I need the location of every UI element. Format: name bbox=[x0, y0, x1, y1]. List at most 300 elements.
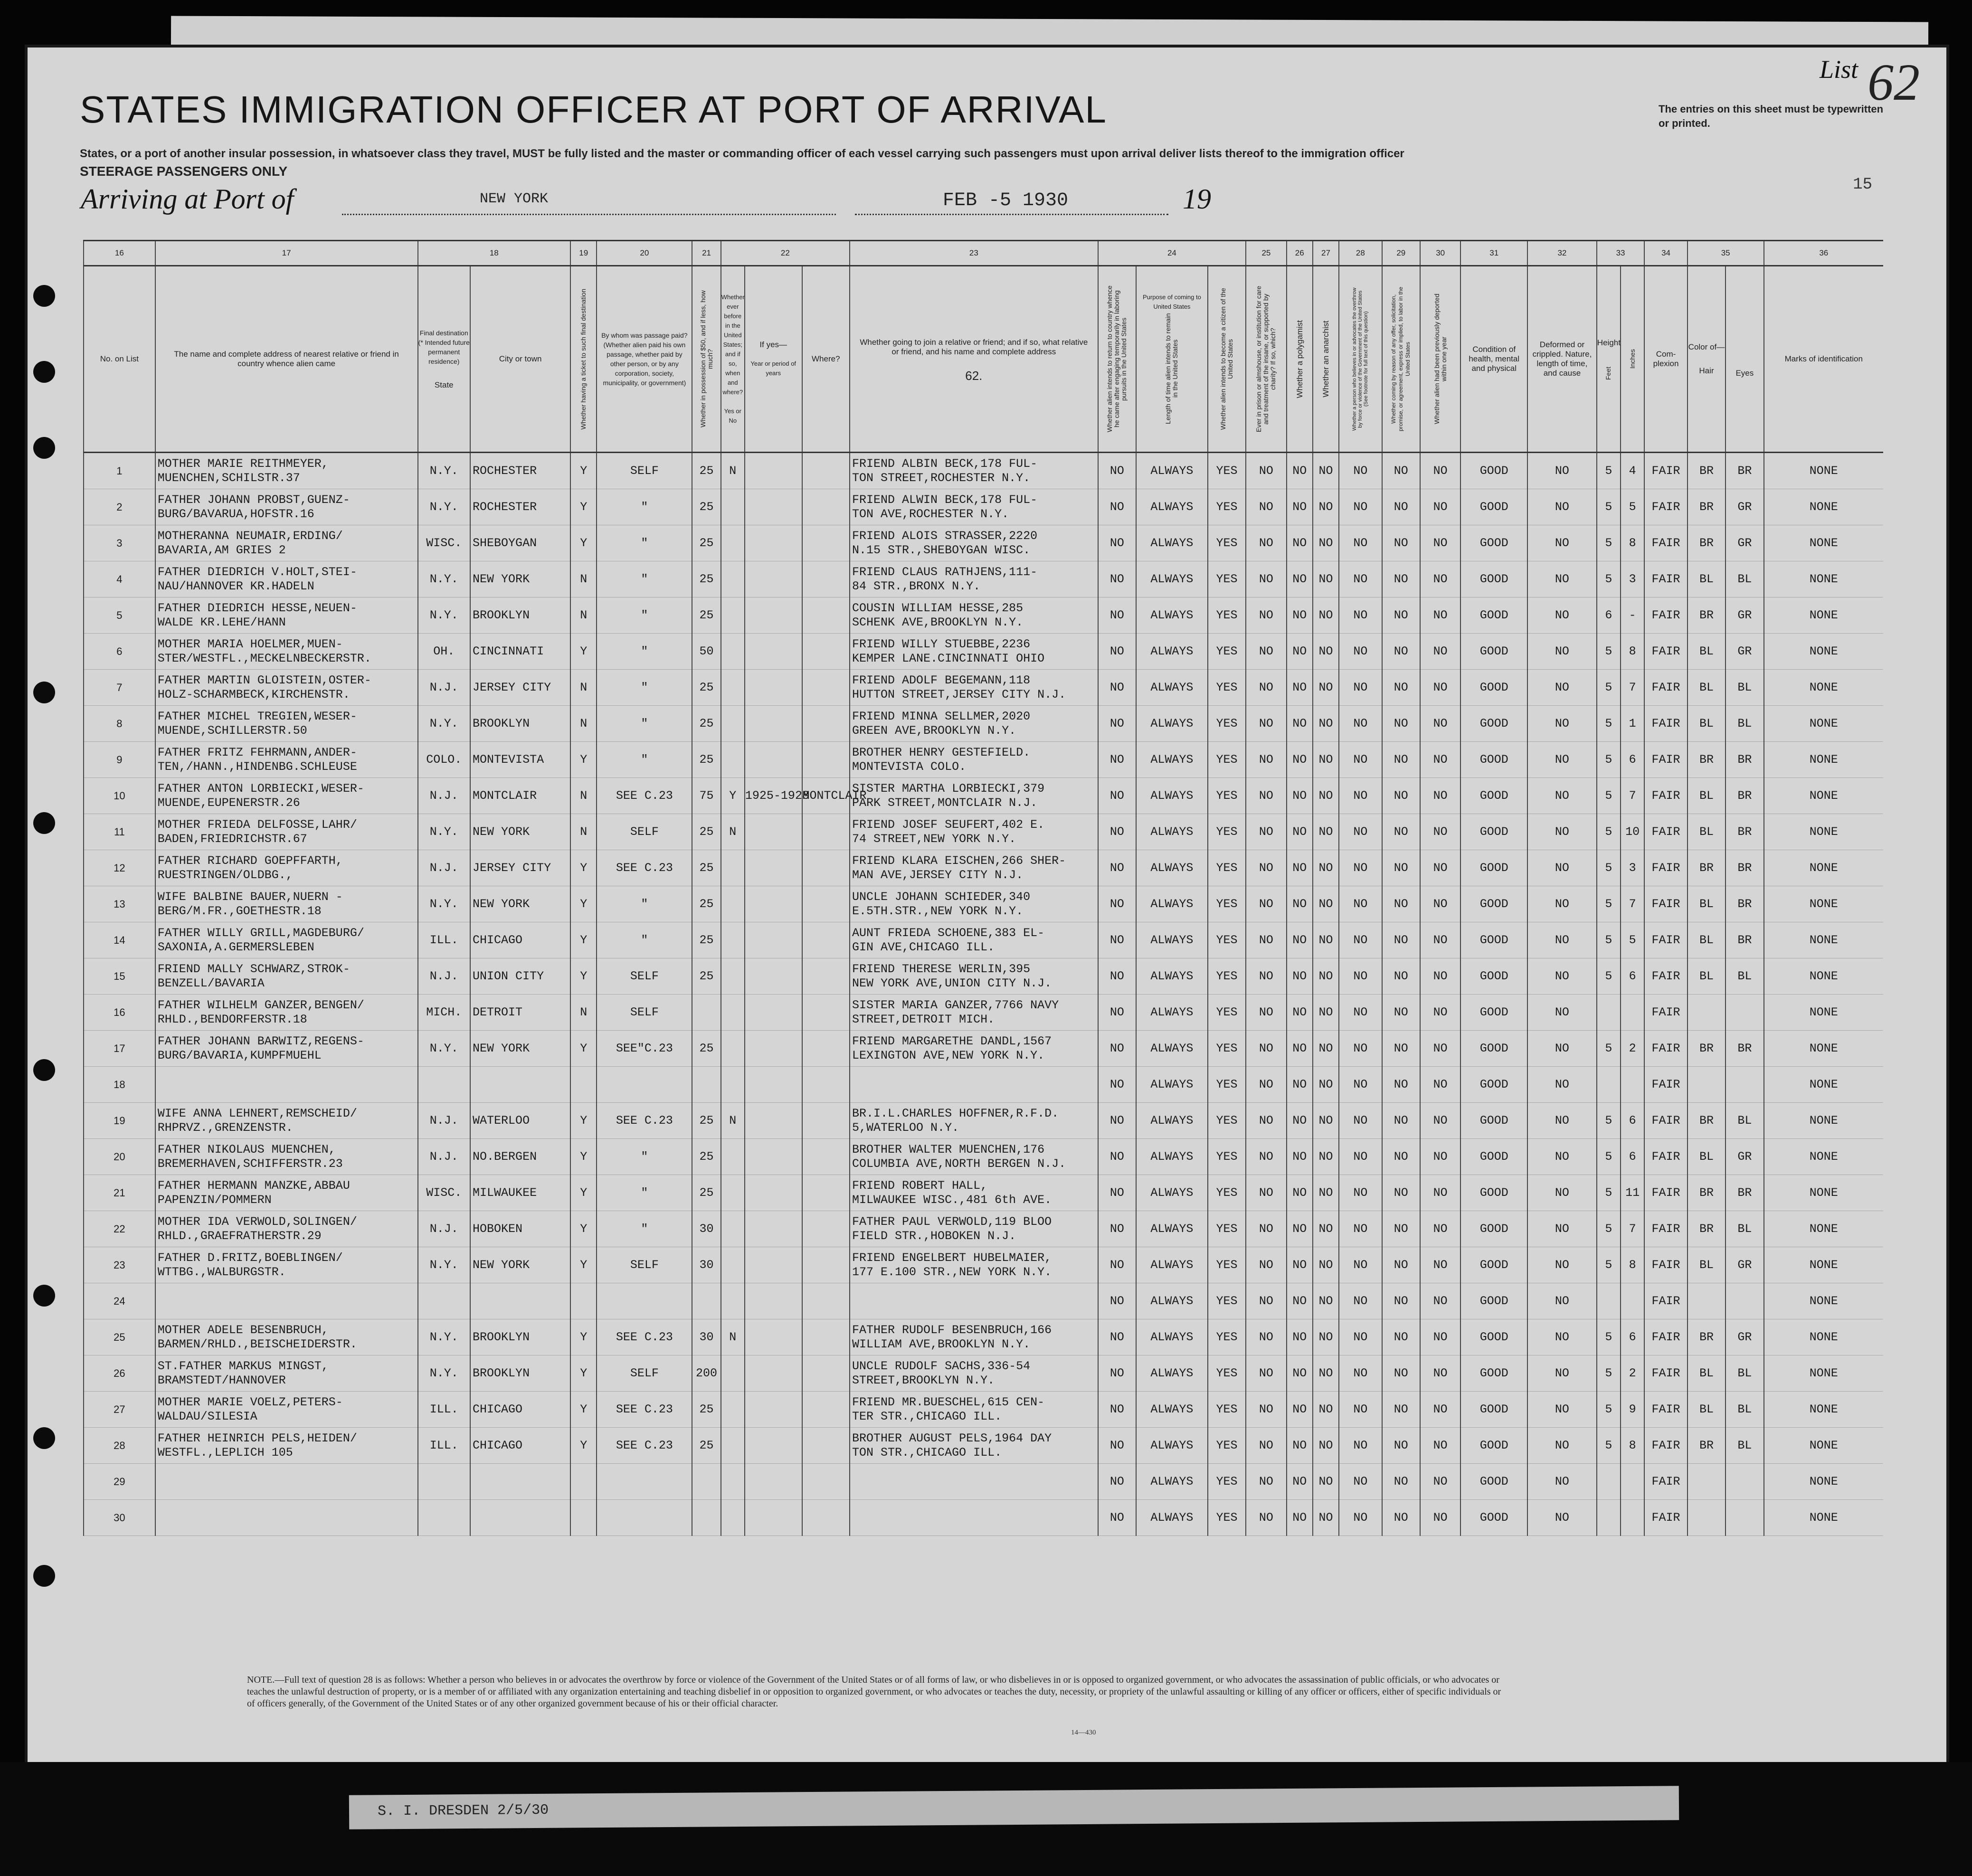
cell-state bbox=[418, 1500, 471, 1536]
cell-city: NEW YORK bbox=[470, 886, 570, 922]
cell-year bbox=[745, 634, 802, 670]
cell-paid bbox=[597, 1500, 692, 1536]
cell-cit: YES bbox=[1208, 597, 1246, 634]
cell-money: 25 bbox=[692, 561, 721, 597]
cell-c29: NO bbox=[1382, 742, 1420, 778]
cell-health: GOOD bbox=[1460, 850, 1527, 886]
cell-city: NO.BERGEN bbox=[470, 1139, 570, 1175]
cell-inch bbox=[1621, 1464, 1644, 1500]
cell-where bbox=[802, 922, 850, 958]
cell-where bbox=[802, 1500, 850, 1536]
cell-paid: SEE C.23 bbox=[597, 1428, 692, 1464]
cell-c25: NO bbox=[1246, 561, 1286, 597]
cell-feet: 5 bbox=[1597, 850, 1621, 886]
cell-paid: " bbox=[597, 742, 692, 778]
cell-no: 28 bbox=[84, 1428, 155, 1464]
cell-relative bbox=[155, 1464, 418, 1500]
cell-join: FRIEND KLARA EISCHEN,266 SHER- MAN AVE,JERSEY CITY N.J. bbox=[850, 850, 1098, 886]
cell-ticket: N bbox=[570, 778, 597, 814]
cell-hair: BL bbox=[1688, 706, 1726, 742]
cell-where bbox=[802, 525, 850, 561]
cell-health: GOOD bbox=[1460, 1031, 1527, 1067]
cell-c29: NO bbox=[1382, 1211, 1420, 1247]
form-number: 14—430 bbox=[1071, 1729, 1096, 1736]
cell-cit: YES bbox=[1208, 1067, 1246, 1103]
cell-c30: NO bbox=[1420, 597, 1460, 634]
cell-inch: 8 bbox=[1621, 634, 1644, 670]
cell-def: NO bbox=[1527, 922, 1597, 958]
cell-before bbox=[721, 1067, 745, 1103]
header-yes-or-no: Yes or No bbox=[724, 407, 741, 424]
cell-state: WISC. bbox=[418, 1175, 471, 1211]
cell-paid bbox=[597, 1283, 692, 1319]
cell-city: JERSEY CITY bbox=[470, 670, 570, 706]
cell-where bbox=[802, 995, 850, 1031]
table-row bbox=[84, 1500, 1883, 1536]
cell-def: NO bbox=[1527, 1392, 1597, 1428]
cell-health: GOOD bbox=[1460, 1464, 1527, 1500]
cell-cit: YES bbox=[1208, 1103, 1246, 1139]
cell-marks: NONE bbox=[1764, 778, 1883, 814]
cell-c28: NO bbox=[1339, 561, 1382, 597]
header-purpose-return bbox=[1098, 266, 1136, 453]
cell-relative: FATHER RICHARD GOEPFFARTH, RUESTRINGEN/OLDBG., bbox=[155, 850, 418, 886]
col-num: 27 bbox=[1313, 241, 1339, 266]
cell-city: WATERLOO bbox=[470, 1103, 570, 1139]
cell-feet bbox=[1597, 1067, 1621, 1103]
cell-marks: NONE bbox=[1764, 922, 1883, 958]
column-header-row bbox=[84, 266, 1883, 453]
header-purpose-return-text: Whether alien intends to return to country whence he came after engaging temporarily in laboring pursuits in the United States bbox=[1106, 285, 1128, 433]
cell-comp: FAIR bbox=[1644, 706, 1687, 742]
cell-year bbox=[745, 1283, 802, 1319]
col-num: 36 bbox=[1764, 241, 1883, 266]
cell-relative: FATHER JOHANN BARWITZ,REGENS- BURG/BAVARIA,KUMPFMUEHL bbox=[155, 1031, 418, 1067]
cell-before: Y bbox=[721, 778, 745, 814]
cell-relative bbox=[155, 1067, 418, 1103]
cell-inch: 6 bbox=[1621, 742, 1644, 778]
cell-relative: FATHER MICHEL TREGIEN,WESER- MUENDE,SCHILLERSTR.50 bbox=[155, 706, 418, 742]
cell-hair: BL bbox=[1688, 886, 1726, 922]
cell-c25: NO bbox=[1246, 1428, 1286, 1464]
cell-c28: NO bbox=[1339, 742, 1382, 778]
cell-def: NO bbox=[1527, 1464, 1597, 1500]
cell-before bbox=[721, 886, 745, 922]
footnote: NOTE.—Full text of question 28 is as follows: Whether a person who believes in or advocates the overthrow by force or violence of the Government of the United States or of all forms of law, or who disbelieves in or is opposed to organized government, or who advocates the assassination of public officials, or who advocates or teaches the unlawful destruction of property, or is a member of or affiliated with any organization entertaining and teaching disbelief in or opposition to organized government, or who advocates or teaches the duty, necessity, or propriety of the unlawful assaulting or killing of any officer or officers, either of specific individuals or of officers generally, of the Government of the United States or of any other organized government because of his or their official character. bbox=[247, 1675, 1501, 1709]
cell-c28: NO bbox=[1339, 922, 1382, 958]
cell-ticket: N bbox=[570, 814, 597, 850]
cell-c25: NO bbox=[1246, 1031, 1286, 1067]
cell-where bbox=[802, 1175, 850, 1211]
cell-paid: " bbox=[597, 561, 692, 597]
cell-c30: NO bbox=[1420, 706, 1460, 742]
cell-money: 25 bbox=[692, 850, 721, 886]
table-row bbox=[84, 597, 1883, 634]
col-num: 28 bbox=[1339, 241, 1382, 266]
cell-c27: NO bbox=[1313, 1428, 1339, 1464]
cell-health: GOOD bbox=[1460, 1392, 1527, 1428]
cell-comp: FAIR bbox=[1644, 850, 1687, 886]
cell-health: GOOD bbox=[1460, 453, 1527, 489]
cell-c27: NO bbox=[1313, 597, 1339, 634]
cell-relative bbox=[155, 1283, 418, 1319]
cell-c27: NO bbox=[1313, 814, 1339, 850]
cell-ret: NO bbox=[1098, 958, 1136, 995]
col-num: 34 bbox=[1644, 241, 1687, 266]
cell-health: GOOD bbox=[1460, 706, 1527, 742]
cell-cit: YES bbox=[1208, 886, 1246, 922]
cell-comp: FAIR bbox=[1644, 525, 1687, 561]
cell-marks: NONE bbox=[1764, 995, 1883, 1031]
cell-ret: NO bbox=[1098, 1103, 1136, 1139]
cell-c30: NO bbox=[1420, 850, 1460, 886]
cell-def: NO bbox=[1527, 597, 1597, 634]
cell-before: N bbox=[721, 814, 745, 850]
cell-c30: NO bbox=[1420, 1211, 1460, 1247]
cell-marks: NONE bbox=[1764, 1464, 1883, 1500]
cell-state: N.Y. bbox=[418, 489, 471, 525]
cell-eyes: BR bbox=[1726, 742, 1763, 778]
cell-no: 19 bbox=[84, 1103, 155, 1139]
cell-marks: NONE bbox=[1764, 958, 1883, 995]
cell-cit: YES bbox=[1208, 742, 1246, 778]
cell-feet: 5 bbox=[1597, 1247, 1621, 1283]
cell-join: BROTHER HENRY GESTEFIELD. MONTEVISTA COLO. bbox=[850, 742, 1098, 778]
cell-c30: NO bbox=[1420, 525, 1460, 561]
cell-state: N.J. bbox=[418, 1211, 471, 1247]
cell-def: NO bbox=[1527, 814, 1597, 850]
cell-paid bbox=[597, 1067, 692, 1103]
cell-state: N.J. bbox=[418, 1139, 471, 1175]
cell-c30: NO bbox=[1420, 670, 1460, 706]
cell-cit: YES bbox=[1208, 670, 1246, 706]
cell-join: BR.I.L.CHARLES HOFFNER,R.F.D. 5,WATERLOO N.Y. bbox=[850, 1103, 1098, 1139]
cell-join: SISTER MARTHA LORBIECKI,379 PARK STREET,MONTCLAIR N.J. bbox=[850, 778, 1098, 814]
cell-year bbox=[745, 1355, 802, 1392]
cell-c30: NO bbox=[1420, 1355, 1460, 1392]
cell-c30: NO bbox=[1420, 958, 1460, 995]
cell-money: 75 bbox=[692, 778, 721, 814]
cell-eyes: BL bbox=[1726, 561, 1763, 597]
cell-before bbox=[721, 1500, 745, 1536]
cell-c28: NO bbox=[1339, 886, 1382, 922]
cell-money bbox=[692, 1283, 721, 1319]
cell-c25: NO bbox=[1246, 1247, 1286, 1283]
cell-health: GOOD bbox=[1460, 814, 1527, 850]
cell-no: 27 bbox=[84, 1392, 155, 1428]
table-row bbox=[84, 634, 1883, 670]
header-height: Height bbox=[1597, 338, 1621, 347]
cell-city: JERSEY CITY bbox=[470, 850, 570, 886]
cell-length: ALWAYS bbox=[1136, 1247, 1208, 1283]
cell-relative: MOTHER MARIA HOELMER,MUEN- STER/WESTFL.,MECKELNBECKERSTR. bbox=[155, 634, 418, 670]
cell-inch: 4 bbox=[1621, 453, 1644, 489]
table-row bbox=[84, 1103, 1883, 1139]
cell-ticket bbox=[570, 1067, 597, 1103]
cell-city bbox=[470, 1067, 570, 1103]
cell-hair: BL bbox=[1688, 1392, 1726, 1428]
cell-year bbox=[745, 561, 802, 597]
cell-eyes: BL bbox=[1726, 1103, 1763, 1139]
cell-length: ALWAYS bbox=[1136, 525, 1208, 561]
cell-cit: YES bbox=[1208, 995, 1246, 1031]
cell-inch: 2 bbox=[1621, 1355, 1644, 1392]
cell-join bbox=[850, 1067, 1098, 1103]
header-money-text: Whether in possession of $50, and if less, how much? bbox=[699, 290, 714, 428]
cell-length: ALWAYS bbox=[1136, 1031, 1208, 1067]
cell-ticket: Y bbox=[570, 453, 597, 489]
cell-ret: NO bbox=[1098, 1319, 1136, 1355]
cell-c25: NO bbox=[1246, 850, 1286, 886]
cell-paid: " bbox=[597, 634, 692, 670]
cell-year bbox=[745, 525, 802, 561]
cell-c29: NO bbox=[1382, 1464, 1420, 1500]
cell-feet: 5 bbox=[1597, 561, 1621, 597]
cell-where bbox=[802, 1355, 850, 1392]
cell-inch: 3 bbox=[1621, 561, 1644, 597]
cell-before bbox=[721, 922, 745, 958]
cell-eyes: BR bbox=[1726, 1175, 1763, 1211]
cell-c27: NO bbox=[1313, 706, 1339, 742]
header-purpose: Purpose of coming to United States bbox=[1142, 294, 1201, 310]
cell-c30: NO bbox=[1420, 1175, 1460, 1211]
col-num: 32 bbox=[1527, 241, 1597, 266]
cell-eyes: GR bbox=[1726, 597, 1763, 634]
cell-cit: YES bbox=[1208, 1247, 1246, 1283]
cell-feet bbox=[1597, 995, 1621, 1031]
cell-ticket: N bbox=[570, 670, 597, 706]
header-ticket bbox=[570, 266, 597, 453]
cell-money: 25 bbox=[692, 742, 721, 778]
cell-inch: 3 bbox=[1621, 850, 1644, 886]
cell-hair: BL bbox=[1688, 1139, 1726, 1175]
cell-no: 8 bbox=[84, 706, 155, 742]
cell-def: NO bbox=[1527, 670, 1597, 706]
table-row bbox=[84, 922, 1883, 958]
table-row bbox=[84, 742, 1883, 778]
col-num: 23 bbox=[850, 241, 1098, 266]
cell-paid: SELF bbox=[597, 958, 692, 995]
cell-hair: BR bbox=[1688, 1031, 1726, 1067]
cell-c25: NO bbox=[1246, 1139, 1286, 1175]
cell-join: FATHER PAUL VERWOLD,119 BLOO FIELD STR.,HOBOKEN N.J. bbox=[850, 1211, 1098, 1247]
table-row bbox=[84, 995, 1883, 1031]
cell-paid: SELF bbox=[597, 453, 692, 489]
cell-feet: 5 bbox=[1597, 958, 1621, 995]
cell-city: HOBOKEN bbox=[470, 1211, 570, 1247]
cell-where bbox=[802, 958, 850, 995]
cell-marks: NONE bbox=[1764, 1247, 1883, 1283]
cell-before bbox=[721, 597, 745, 634]
cell-no: 9 bbox=[84, 742, 155, 778]
cell-feet: 5 bbox=[1597, 1392, 1621, 1428]
cell-health: GOOD bbox=[1460, 1139, 1527, 1175]
cell-c28: NO bbox=[1339, 1067, 1382, 1103]
cell-inch: 6 bbox=[1621, 1319, 1644, 1355]
cell-before bbox=[721, 525, 745, 561]
cell-marks: NONE bbox=[1764, 1500, 1883, 1536]
cell-c28: NO bbox=[1339, 1319, 1382, 1355]
header-hair-label: Hair bbox=[1699, 366, 1714, 375]
cell-c28: NO bbox=[1339, 1355, 1382, 1392]
cell-no: 13 bbox=[84, 886, 155, 922]
cell-c27: NO bbox=[1313, 922, 1339, 958]
cell-c27: NO bbox=[1313, 1500, 1339, 1536]
cell-feet: 5 bbox=[1597, 706, 1621, 742]
cell-no: 7 bbox=[84, 670, 155, 706]
cell-marks: NONE bbox=[1764, 706, 1883, 742]
cell-state: COLO. bbox=[418, 742, 471, 778]
cell-year bbox=[745, 1247, 802, 1283]
cell-health: GOOD bbox=[1460, 958, 1527, 995]
header-state-label: State bbox=[434, 380, 454, 389]
cell-relative: FRIEND MALLY SCHWARZ,STROK- BENZELL/BAVARIA bbox=[155, 958, 418, 995]
cell-c28: NO bbox=[1339, 995, 1382, 1031]
cell-health: GOOD bbox=[1460, 561, 1527, 597]
header-health: Condition of health, mental and physical bbox=[1460, 266, 1527, 453]
cell-join: FRIEND MARGARETHE DANDL,1567 LEXINGTON AVE,NEW YORK N.Y. bbox=[850, 1031, 1098, 1067]
cell-c25: NO bbox=[1246, 453, 1286, 489]
cell-marks: NONE bbox=[1764, 561, 1883, 597]
cell-def: NO bbox=[1527, 886, 1597, 922]
cell-year bbox=[745, 1067, 802, 1103]
cell-inch bbox=[1621, 995, 1644, 1031]
cell-inch: 5 bbox=[1621, 489, 1644, 525]
cell-money: 25 bbox=[692, 525, 721, 561]
cell-cit: YES bbox=[1208, 1175, 1246, 1211]
cell-city: NEW YORK bbox=[470, 1247, 570, 1283]
cell-inch: 8 bbox=[1621, 1247, 1644, 1283]
cell-def: NO bbox=[1527, 778, 1597, 814]
cell-eyes: GR bbox=[1726, 1319, 1763, 1355]
cell-paid: SEE C.23 bbox=[597, 778, 692, 814]
cell-ret: NO bbox=[1098, 1428, 1136, 1464]
cell-hair: BL bbox=[1688, 922, 1726, 958]
cell-comp: FAIR bbox=[1644, 814, 1687, 850]
cell-comp: FAIR bbox=[1644, 634, 1687, 670]
cell-length: ALWAYS bbox=[1136, 778, 1208, 814]
cell-year bbox=[745, 1428, 802, 1464]
cell-join: UNCLE RUDOLF SACHS,336-54 STREET,BROOKLYN N.Y. bbox=[850, 1355, 1098, 1392]
cell-paid: " bbox=[597, 922, 692, 958]
cell-where bbox=[802, 1428, 850, 1464]
header-deported-text: Whether alien had been previously deported within one year bbox=[1432, 294, 1448, 425]
col-num: 30 bbox=[1420, 241, 1460, 266]
cell-where: MONTCLAIR bbox=[802, 778, 850, 814]
cell-comp: FAIR bbox=[1644, 561, 1687, 597]
cell-state: N.J. bbox=[418, 1103, 471, 1139]
cell-hair: BR bbox=[1688, 453, 1726, 489]
header-purpose-citizen bbox=[1208, 266, 1246, 453]
cell-marks: NONE bbox=[1764, 1355, 1883, 1392]
cell-join: FRIEND ROBERT HALL, MILWAUKEE WISC.,481 6th AVE. bbox=[850, 1175, 1098, 1211]
cell-c27: NO bbox=[1313, 453, 1339, 489]
cell-year bbox=[745, 1319, 802, 1355]
cell-c28: NO bbox=[1339, 1392, 1382, 1428]
cell-no: 2 bbox=[84, 489, 155, 525]
cell-c29: NO bbox=[1382, 778, 1420, 814]
cell-paid: SELF bbox=[597, 995, 692, 1031]
cell-c27: NO bbox=[1313, 1283, 1339, 1319]
cell-state: ILL. bbox=[418, 922, 471, 958]
col-num: 16 bbox=[84, 241, 155, 266]
cell-c28: NO bbox=[1339, 489, 1382, 525]
header-passage: By whom was passage paid? (Whether alien paid his own passage, whether paid by other person, or by any corporation, society, municipality, or government) bbox=[597, 266, 692, 453]
cell-feet: 5 bbox=[1597, 1319, 1621, 1355]
cell-eyes: GR bbox=[1726, 489, 1763, 525]
cell-c25: NO bbox=[1246, 634, 1286, 670]
header-before-yes bbox=[721, 266, 745, 453]
cell-join: FRIEND ALWIN BECK,178 FUL- TON AVE,ROCHESTER N.Y. bbox=[850, 489, 1098, 525]
cell-c26: NO bbox=[1287, 1500, 1313, 1536]
cell-c26: NO bbox=[1287, 1428, 1313, 1464]
cell-ret: NO bbox=[1098, 670, 1136, 706]
cell-paid: " bbox=[597, 886, 692, 922]
cell-eyes: BL bbox=[1726, 1428, 1763, 1464]
table-row bbox=[84, 778, 1883, 814]
cell-before bbox=[721, 1139, 745, 1175]
cell-inch: 7 bbox=[1621, 886, 1644, 922]
cell-eyes: GR bbox=[1726, 1139, 1763, 1175]
cell-comp: FAIR bbox=[1644, 1031, 1687, 1067]
cell-state: N.J. bbox=[418, 958, 471, 995]
cell-eyes: BR bbox=[1726, 453, 1763, 489]
cell-c26: NO bbox=[1287, 1211, 1313, 1247]
cell-money bbox=[692, 1067, 721, 1103]
cell-paid bbox=[597, 1464, 692, 1500]
cell-feet: 5 bbox=[1597, 453, 1621, 489]
cell-health: GOOD bbox=[1460, 1428, 1527, 1464]
col-num: 33 bbox=[1597, 241, 1645, 266]
cell-def: NO bbox=[1527, 1319, 1597, 1355]
cell-health: GOOD bbox=[1460, 886, 1527, 922]
cell-money: 25 bbox=[692, 958, 721, 995]
cell-c28: NO bbox=[1339, 1283, 1382, 1319]
table-row bbox=[84, 1031, 1883, 1067]
cell-c27: NO bbox=[1313, 886, 1339, 922]
header-inches: Inches bbox=[1628, 349, 1636, 369]
binder-hole bbox=[33, 812, 55, 834]
table-row bbox=[84, 489, 1883, 525]
cell-relative: ST.FATHER MARKUS MINGST, BRAMSTEDT/HANNOVER bbox=[155, 1355, 418, 1392]
year-prefix: 19 bbox=[1183, 183, 1211, 215]
cell-paid: " bbox=[597, 1139, 692, 1175]
binder-hole bbox=[33, 1285, 55, 1307]
cell-ticket: Y bbox=[570, 1392, 597, 1428]
cell-paid: SEE C.23 bbox=[597, 1319, 692, 1355]
cell-c26: NO bbox=[1287, 670, 1313, 706]
cell-c30: NO bbox=[1420, 1283, 1460, 1319]
cell-feet: 5 bbox=[1597, 1211, 1621, 1247]
cell-c29: NO bbox=[1382, 995, 1420, 1031]
cell-ret: NO bbox=[1098, 634, 1136, 670]
cell-c25: NO bbox=[1246, 1355, 1286, 1392]
cell-c28: NO bbox=[1339, 670, 1382, 706]
cell-year bbox=[745, 850, 802, 886]
cell-inch: 7 bbox=[1621, 670, 1644, 706]
cell-eyes bbox=[1726, 995, 1763, 1031]
cell-ret: NO bbox=[1098, 706, 1136, 742]
cell-where bbox=[802, 597, 850, 634]
cell-paid: SEE C.23 bbox=[597, 850, 692, 886]
col-num: 17 bbox=[155, 241, 418, 266]
cell-comp: FAIR bbox=[1644, 1428, 1687, 1464]
cell-paid: " bbox=[597, 706, 692, 742]
cell-c25: NO bbox=[1246, 814, 1286, 850]
cell-comp: FAIR bbox=[1644, 742, 1687, 778]
cell-cit: YES bbox=[1208, 706, 1246, 742]
cell-ticket: Y bbox=[570, 1031, 597, 1067]
